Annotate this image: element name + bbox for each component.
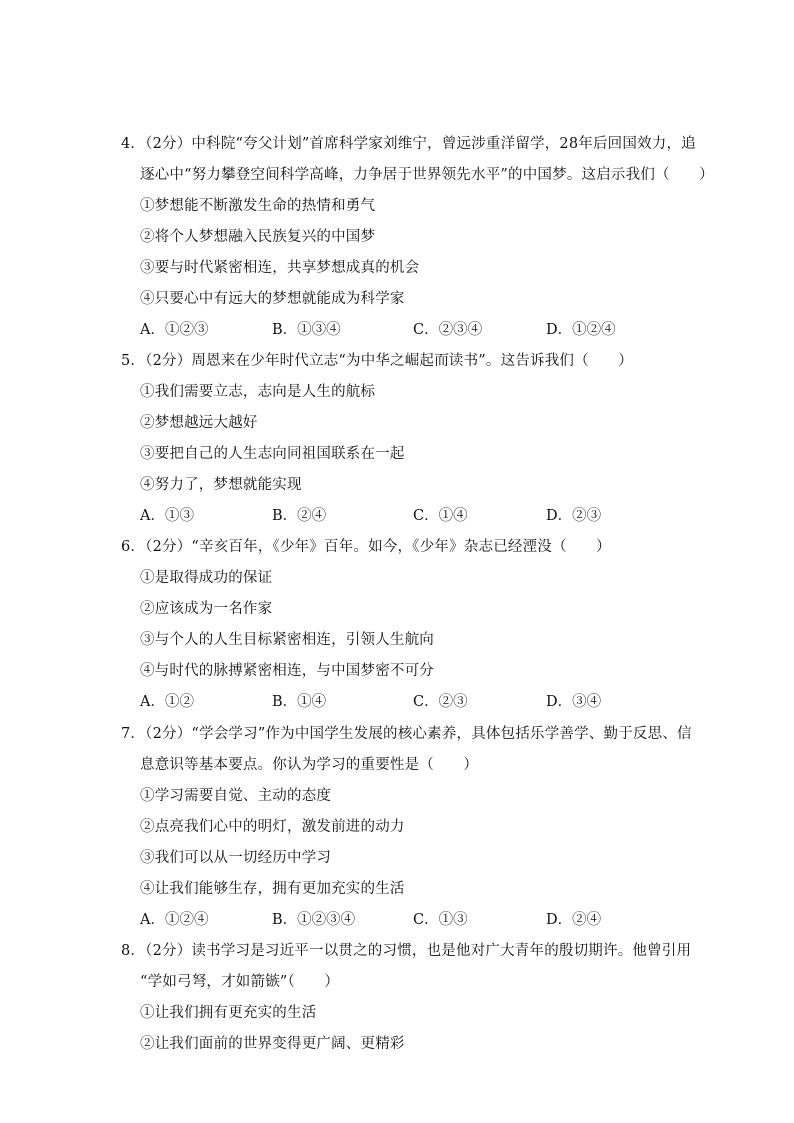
question-4-option-4: ④只要心中有远大的梦想就能成为科学家 [140,291,405,307]
question-7-stem-continued: 息意识等基本要点。你认为学习的重要性是（ ） [140,757,479,773]
question-4-option-2: ②将个人梦想融入民族复兴的中国梦 [140,229,376,245]
question-7-stem: 7．（2分）“学会学习”作为中国学生发展的核心素养，具体包括乐学善学、勤于反思、信 [121,726,692,742]
question-7-answer-a: A．①②④ [140,912,209,928]
question-8-stem: 8．（2分）读书学习是习近平一以贯之的习惯，也是他对广大青年的殷切期许。他曾引用 [121,943,692,959]
question-4-stem-continued: 逐心中“努力攀登空间科学高峰，力争居于世界领先水平”的中国梦。这启示我们（ ） [140,167,714,183]
question-4-option-3: ③要与时代紧密相连，共享梦想成真的机会 [140,260,420,276]
question-4-stem: 4．（2分）中科院“夸父计划”首席科学家刘维宁，曾远涉重洋留学，28年后回国效力，追 [121,136,696,152]
question-6-answer-a: A．①② [140,694,194,710]
question-7-option-4: ④让我们能够生存，拥有更加充实的生活 [140,881,405,897]
question-6-answer-c: C．②③ [413,694,468,710]
question-8-stem-continued: “学如弓弩，才如箭镞”（ ） [140,974,340,990]
question-5-answer-a: A．①③ [140,508,194,524]
question-7-option-3: ③我们可以从一切经历中学习 [140,850,332,866]
question-8-option-1: ①让我们拥有更充实的生活 [140,1005,317,1021]
question-6-option-2: ②应该成为一名作家 [140,601,273,617]
question-6-stem: 6．（2分）“辛亥百年，《少年》百年。如今，《少年》杂志已经湮没（ ） [121,539,611,555]
question-5-option-4: ④努力了，梦想就能实现 [140,477,302,493]
question-5-answer-b: B．②④ [272,508,327,524]
question-7-answer-b: B．①②③④ [272,912,356,928]
question-6-answer-d: D．③④ [546,694,602,710]
question-7-option-2: ②点亮我们心中的明灯，激发前进的动力 [140,819,405,835]
question-4-answers [140,320,660,340]
question-5-option-1: ①我们需要立志，志向是人生的航标 [140,384,376,400]
question-4-answer-a: A．①②③ [140,322,209,338]
question-5-stem: 5．（2分）周恩来在少年时代立志“为中华之崛起而读书”。这告诉我们（ ） [121,353,633,369]
question-5-option-3: ③要把自己的人生志向同祖国联系在一起 [140,446,405,462]
question-7-option-1: ①学习需要自觉、主动的态度 [140,788,332,804]
question-4-answer-b: B．①③④ [272,322,341,338]
question-5-answer-c: C．①④ [413,508,468,524]
question-6-answers [140,692,660,712]
question-4-option-1: ①梦想能不断激发生命的热情和勇气 [140,198,376,214]
question-6-answer-b: B．①④ [272,694,327,710]
question-7-answer-c: C．①③ [413,912,468,928]
question-6-option-1: ①是取得成功的保证 [140,570,273,586]
question-6-option-3: ③与个人的人生目标紧密相连，引领人生航向 [140,632,434,648]
question-7-answers [140,910,660,930]
question-5-option-2: ②梦想越远大越好 [140,415,258,431]
question-8-option-2: ②让我们面前的世界变得更广阔、更精彩 [140,1036,405,1052]
question-6-option-4: ④与时代的脉搏紧密相连，与中国梦密不可分 [140,663,434,679]
question-5-answer-d: D．②③ [546,508,602,524]
question-4-answer-c: C．②③④ [413,322,483,338]
question-4-answer-d: D．①②④ [546,322,616,338]
question-7-answer-d: D．②④ [546,912,602,928]
question-5-answers [140,506,660,526]
